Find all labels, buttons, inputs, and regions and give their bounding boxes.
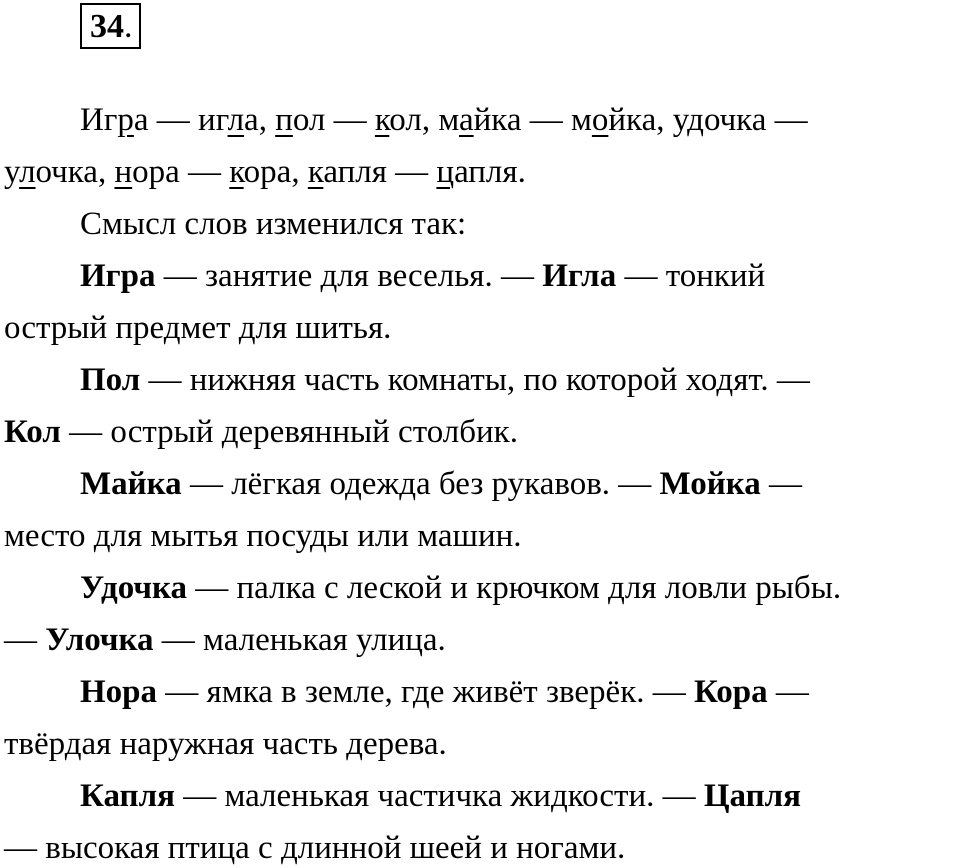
dash: — xyxy=(148,102,199,138)
underlined-letter: р xyxy=(117,102,134,138)
definition-text: — лёгкая одежда без рукавов. — xyxy=(181,466,660,502)
dash: — xyxy=(766,102,808,138)
bold-term: Игра xyxy=(80,258,156,294)
word-part: у xyxy=(4,154,20,190)
bold-term: Кора xyxy=(693,674,768,710)
word-part: очка xyxy=(35,154,98,190)
definition-1-line-1 xyxy=(80,256,765,296)
definition-6-line-1 xyxy=(80,776,801,816)
underlined-letter: ц xyxy=(436,154,455,190)
bold-term: Майка xyxy=(80,466,182,502)
bold-term: Мойка xyxy=(659,466,761,502)
exercise-number: 34 xyxy=(90,8,124,45)
pairs-line-2 xyxy=(4,152,526,192)
separator: , xyxy=(656,102,673,138)
definition-text: — xyxy=(4,622,46,658)
exercise-number-box xyxy=(80,3,141,49)
underlined-letter: к xyxy=(229,154,244,190)
definition-text: — острый деревянный столбик. xyxy=(60,414,518,450)
bold-term: Улочка xyxy=(45,622,154,658)
definition-5-line-1 xyxy=(80,672,809,712)
definition-text: — палка с леской и крючком для ловли рыбы. xyxy=(187,570,842,606)
definition-text: — занятие для веселья. — xyxy=(155,258,543,294)
bold-term: Капля xyxy=(80,778,175,814)
definition-text: — тонкий xyxy=(616,258,766,294)
dash: — xyxy=(386,154,437,190)
separator: , xyxy=(291,154,308,190)
definition-5-line-2: твёрдая наружная часть дерева. xyxy=(4,726,447,762)
underlined-letter: к xyxy=(374,102,390,138)
definition-text: — нижняя часть комнаты, по которой ходят. — xyxy=(140,362,810,398)
definition-text: — xyxy=(760,466,803,502)
bold-term: Пол xyxy=(80,362,141,398)
separator: , xyxy=(258,102,276,138)
underlined-letter: а xyxy=(458,102,474,138)
underlined-letter: н xyxy=(114,154,133,190)
word-part: иг xyxy=(198,102,228,138)
word-part: ора xyxy=(132,154,180,190)
underlined-letter: д xyxy=(687,102,704,138)
word-part: м xyxy=(438,102,459,138)
definition-1-line-2: острый предмет для шитья. xyxy=(4,310,392,346)
word-part: йка xyxy=(473,102,522,138)
definition-2-line-1 xyxy=(80,360,810,400)
intro-line: Смысл слов изменился так: xyxy=(80,206,467,242)
bold-term: Цапля xyxy=(703,778,802,814)
period: . xyxy=(517,154,526,190)
word-part: очка xyxy=(703,102,767,138)
definition-text: — xyxy=(767,674,809,710)
bold-term: Кол xyxy=(4,414,61,450)
bold-term: Удочка xyxy=(80,570,188,606)
word-part: ол xyxy=(389,102,422,138)
underlined-letter: л xyxy=(19,154,36,190)
word-part: апля xyxy=(323,154,387,190)
definition-text: — маленькая улица. xyxy=(153,622,446,658)
dash: — xyxy=(179,154,230,190)
bold-term: Нора xyxy=(80,674,158,710)
pairs-line-1 xyxy=(80,100,808,140)
definition-3-line-2: место для мытья посуды или машин. xyxy=(4,518,522,554)
word-part: апля xyxy=(454,154,518,190)
word-part: ол xyxy=(292,102,326,138)
definition-2-line-2 xyxy=(4,412,518,452)
definition-text: — маленькая частичка жидкости. — xyxy=(174,778,704,814)
dash: — xyxy=(521,102,571,138)
word-part: ора xyxy=(243,154,292,190)
word-part: а xyxy=(244,102,259,138)
exercise-number-dot: . xyxy=(124,8,133,45)
word-part: Иг xyxy=(80,102,118,138)
separator: , xyxy=(421,102,439,138)
definition-4-line-1 xyxy=(80,568,841,608)
underlined-letter: п xyxy=(275,102,293,138)
underlined-letter: о xyxy=(591,102,609,138)
bold-term: Игла xyxy=(542,258,617,294)
word-part: у xyxy=(672,102,688,138)
word-part: йка xyxy=(608,102,657,138)
definition-3-line-1 xyxy=(80,464,802,504)
definition-text: — ямка в земле, где живёт зверёк. — xyxy=(157,674,694,710)
dash: — xyxy=(325,102,375,138)
underlined-letter: к xyxy=(307,154,324,190)
underlined-letter: л xyxy=(227,102,245,138)
word-part: м xyxy=(570,102,592,138)
definition-4-line-2 xyxy=(4,620,446,660)
separator: , xyxy=(97,154,115,190)
word-part: а xyxy=(133,102,149,138)
definition-6-line-2: — высокая птица с длинной шеей и ногами. xyxy=(4,830,626,866)
